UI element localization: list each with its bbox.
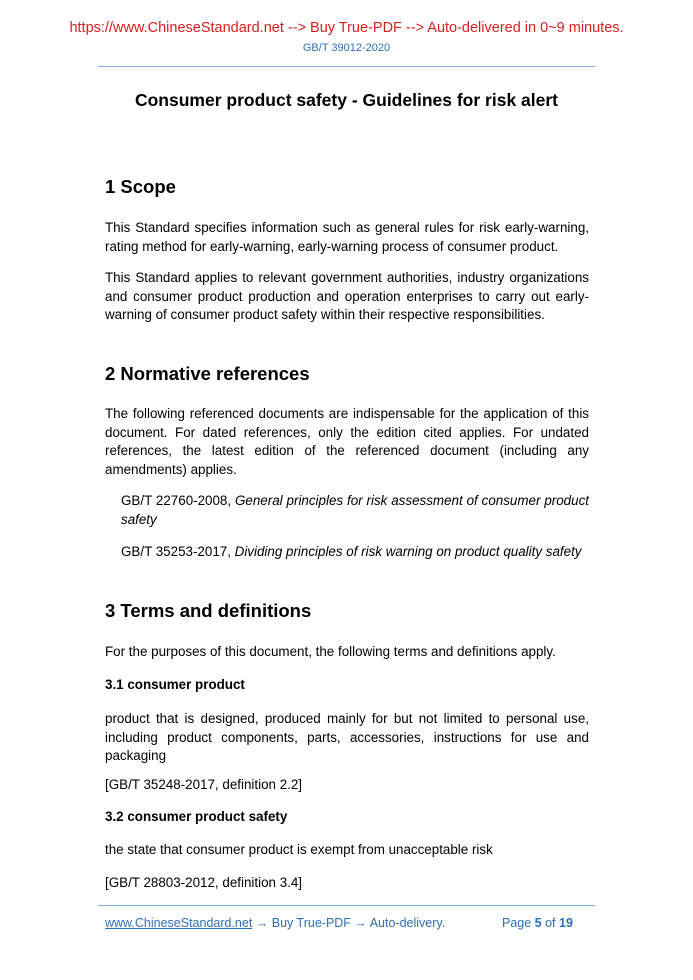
term-3-1-source: [GB/T 35248-2017, definition 2.2] <box>105 777 303 792</box>
footer-divider <box>98 905 595 906</box>
footer-promo-text: → Buy True-PDF → Auto-delivery. <box>252 916 446 930</box>
reference-1-title: General principles for risk assessment of consumer product safety <box>121 493 589 527</box>
reference-2-code: GB/T 35253-2017, <box>121 544 235 559</box>
section-2-paragraph-1: The following referenced documents are indispensable for the application of this document. For dated references, only the edition cited applies. For undated references, the latest edition of the referenced document (including any amendments) applies. <box>105 406 589 477</box>
reference-item-2 <box>121 543 589 562</box>
reference-2-title: Dividing principles of risk warning on product quality safety <box>234 544 582 559</box>
header-divider <box>98 66 595 67</box>
section-1-paragraph-1: This Standard specifies information such as general rules for risk early-warning, rating method for early-warning, early-warning process of consumer product. <box>105 220 589 254</box>
section-2-heading: 2 Normative references <box>105 363 310 384</box>
page-indicator <box>502 916 573 930</box>
page-label: Page <box>502 916 535 930</box>
reference-item-1 <box>121 492 589 529</box>
standard-code: GB/T 39012-2020 <box>302 42 391 54</box>
section-3-heading: 3 Terms and definitions <box>105 600 312 621</box>
reference-1-code: GB/T 22760-2008, <box>121 493 235 508</box>
term-3-2-heading: 3.2 consumer product safety <box>105 809 288 824</box>
footer-promo <box>105 916 445 930</box>
page-of-label: of <box>541 916 559 930</box>
page-number: 5 <box>534 916 542 930</box>
document-title: Consumer product safety - Guidelines for risk alert <box>134 90 559 110</box>
term-3-2-source: [GB/T 28803-2012, definition 3.4] <box>105 875 303 890</box>
term-3-2-definition: the state that consumer product is exempt from unacceptable risk <box>105 842 493 857</box>
section-1-heading: 1 Scope <box>105 176 176 197</box>
term-3-1-definition: product that is designed, produced mainly for but not limited to personal use, including product components, parts, accessories, instructions for use and packaging <box>105 711 589 763</box>
section-1-paragraph-2: This Standard applies to relevant government authorities, industry organizations and consumer product production and operation enterprises to carry out early-warning of consumer product safety within their respective responsibilities. <box>105 270 589 322</box>
header-banner: https://www.ChineseStandard.net --> Buy True-PDF --> Auto-delivered in 0~9 minutes. <box>69 20 624 36</box>
footer-website-link[interactable]: www.ChineseStandard.net <box>105 916 253 930</box>
term-3-1-heading: 3.1 consumer product <box>105 677 245 692</box>
total-pages: 19 <box>559 916 573 930</box>
section-3-intro: For the purposes of this document, the following terms and definitions apply. <box>105 644 556 659</box>
